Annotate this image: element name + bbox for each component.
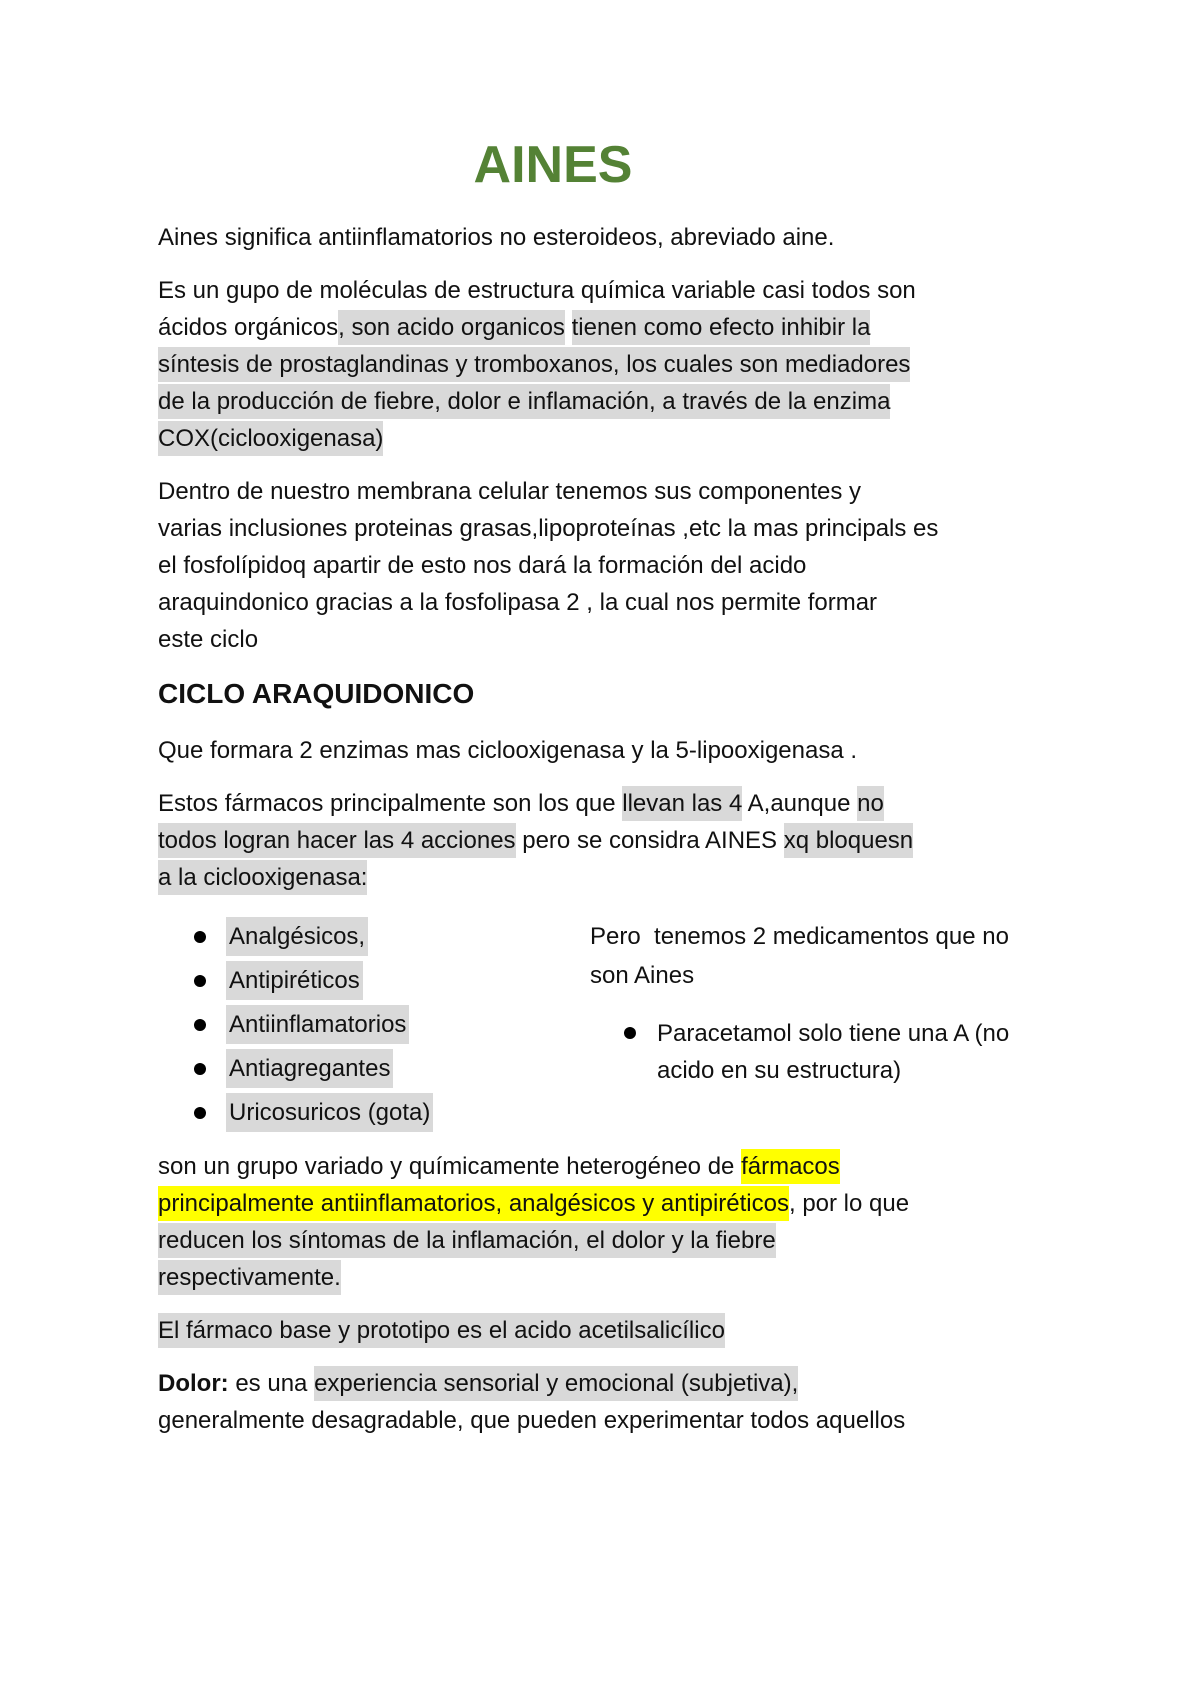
highlighted-text: Antipiréticos (226, 961, 363, 1000)
highlighted-text: de la producción de fiebre, dolor e inflamación, a través de la enzima (158, 384, 890, 419)
bullet-icon (194, 1107, 206, 1119)
text-run: Paracetamol solo tiene una A (no (657, 1020, 1010, 1047)
text-run: generalmente desagradable, que pueden experimentar todos aquellos (158, 1407, 906, 1434)
document-body (158, 130, 1010, 1455)
text-run: Es un gupo de moléculas de estructura química variable casi todos son (158, 277, 916, 304)
paragraph-line (158, 547, 948, 584)
text-run: , por lo que (788, 1190, 910, 1217)
prototype-paragraph (158, 1312, 948, 1349)
highlighted-text: principalmente antiinflamatorios, analgésicos y antipiréticos (158, 1186, 789, 1221)
exceptions-note (590, 915, 1190, 1089)
text-run: son un grupo variado y químicamente heterogéneo de (158, 1153, 735, 1180)
paragraph-line (657, 1015, 1190, 1052)
paragraph-line (158, 1312, 948, 1349)
text-run: Pero tenemos 2 medicamentos que no (590, 923, 1009, 950)
paragraph-line (158, 1222, 948, 1259)
highlighted-text: , son acido organicos (338, 310, 565, 345)
paragraph-line (158, 621, 948, 658)
highlighted-text: Uricosuricos (gota) (226, 1093, 433, 1132)
intro-paragraph (158, 219, 948, 256)
paragraph-line (590, 959, 1190, 993)
paragraph-line (158, 1185, 948, 1222)
paragraph-line (158, 584, 948, 621)
paragraph-line (158, 219, 948, 256)
text-run: este ciclo (158, 626, 259, 653)
bullet-icon (194, 1063, 206, 1075)
highlighted-text: no (857, 786, 884, 821)
paragraph-line (158, 785, 948, 822)
document-title: AINES (473, 136, 633, 194)
bullet-icon (194, 931, 206, 943)
paragraph-line (158, 272, 948, 309)
bullet-icon (194, 1019, 206, 1031)
highlighted-text: tienen como efecto inhibir la (572, 310, 871, 345)
membrane-paragraph (158, 473, 948, 658)
highlighted-text: xq bloquesn (784, 823, 913, 858)
definition-paragraph (158, 1148, 948, 1296)
list-item (590, 1015, 1190, 1089)
paragraph-line (158, 822, 948, 859)
cox-paragraph (158, 272, 948, 457)
pain-paragraph (158, 1365, 948, 1439)
highlighted-text: síntesis de prostaglandinas y tromboxanos, los cuales son mediadores (158, 347, 910, 382)
paragraph-line (158, 309, 948, 346)
text-run: acido en su estructura) (657, 1057, 902, 1084)
paragraph-line (158, 473, 948, 510)
paragraph-line (158, 510, 948, 547)
text-run: pero se considra AINES (522, 827, 778, 854)
text-run: Que formara 2 enzimas mas ciclooxigenasa y la 5-lipooxigenasa . (158, 737, 858, 764)
four-a-paragraph (158, 785, 948, 896)
section-heading: CICLO ARAQUIDONICO (158, 678, 475, 709)
text-run: araquindonico gracias a la fosfolipasa 2 , la cual nos permite formar (158, 589, 878, 616)
text-run: Aines significa antiinflamatorios no esteroideos, abreviado aine. (158, 224, 835, 251)
highlighted-text: llevan las 4 (622, 786, 742, 821)
highlighted-text: experiencia sensorial y emocional (subjetiva), (314, 1366, 798, 1401)
paragraph-line (590, 915, 1190, 959)
highlighted-text: COX(ciclooxigenasa) (158, 421, 383, 456)
highlighted-text: Analgésicos, (226, 917, 368, 956)
paragraph-line (158, 732, 948, 769)
list-item (158, 1091, 948, 1135)
paragraph-line (158, 420, 948, 457)
paragraph-line (158, 1148, 948, 1185)
highlighted-text: Antiinflamatorios (226, 1005, 409, 1044)
text-run: ácidos orgánicos (158, 314, 339, 341)
text-run: A,aunque (747, 790, 851, 817)
paragraph-line (158, 1402, 948, 1439)
paragraph-line (158, 1365, 948, 1402)
paragraph-line (158, 346, 948, 383)
paragraph-line (158, 383, 948, 420)
highlighted-text: respectivamente. (158, 1260, 341, 1295)
highlighted-text: El fármaco base y prototipo es el acido acetilsalicílico (158, 1313, 725, 1348)
paragraph-line (158, 859, 948, 896)
term-label: Dolor: (158, 1370, 229, 1397)
highlighted-text: reducen los síntomas de la inflamación, el dolor y la fiebre (158, 1223, 776, 1258)
enzymes-paragraph (158, 732, 948, 769)
text-run: es una (235, 1370, 308, 1397)
highlighted-text: todos logran hacer las 4 acciones (158, 823, 516, 858)
highlighted-text: Antiagregantes (226, 1049, 393, 1088)
highlighted-text: fármacos (741, 1149, 840, 1184)
text-run: varias inclusiones proteinas grasas,lipoproteínas ,etc la mas principals es (158, 515, 939, 542)
text-run: son Aines (590, 962, 695, 989)
text-run: el fosfolípidoq apartir de esto nos dará la formación del acido (158, 552, 807, 579)
text-run: Dentro de nuestro membrana celular tenemos sus componentes y (158, 478, 862, 505)
actions-and-exceptions (158, 915, 1010, 1135)
highlighted-text: a la ciclooxigenasa: (158, 860, 367, 895)
bullet-icon (194, 975, 206, 987)
paragraph-line (657, 1052, 1190, 1089)
paragraph-line (158, 1259, 948, 1296)
bullet-icon (624, 1027, 636, 1039)
text-run: Estos fármacos principalmente son los que (158, 790, 616, 817)
